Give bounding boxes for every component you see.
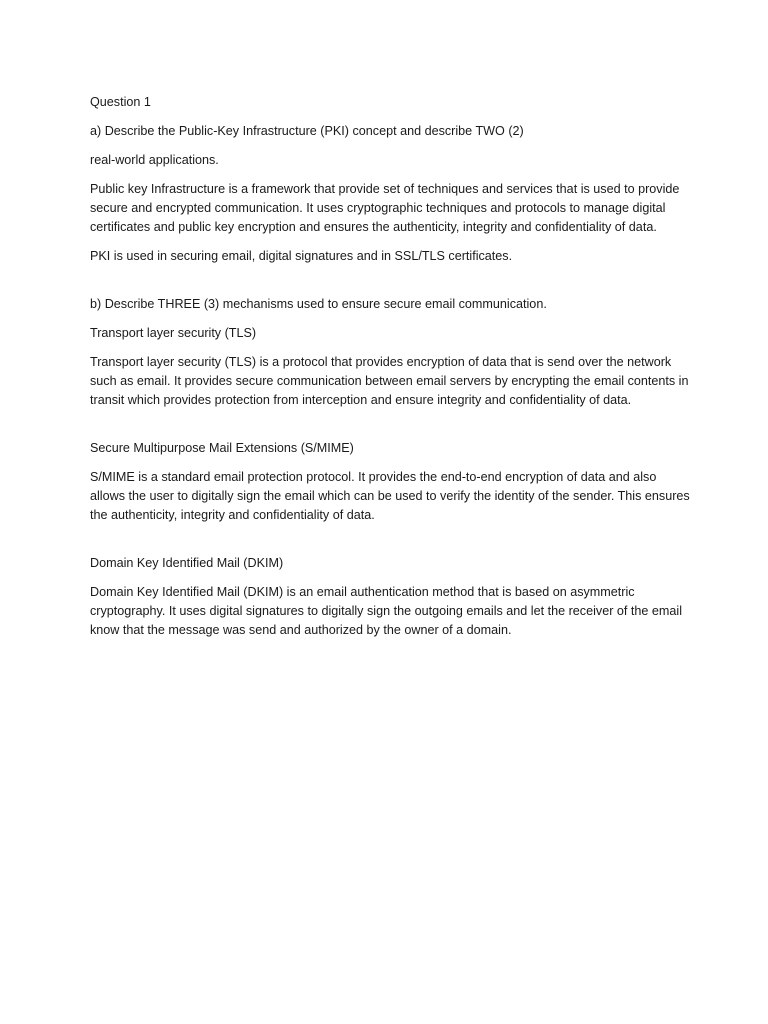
document-body <box>90 93 690 650</box>
part-b-prompt: b) Describe THREE (3) mechanisms used to ensure secure email communication. <box>90 297 547 311</box>
tls-body: Transport layer security (TLS) is a protocol that provides encryption of data that is send over the network such as email. It provides secure communication between email servers by encrypting the email contents in transit which provides protection from interception and ensure integrity and confidentiality of data. <box>90 355 689 407</box>
smime-body: S/MIME is a standard email protection protocol. It provides the end-to-end encryption of data and also allows the user to digitally sign the email which can be used to verify the identity of the sender. This ensures the authenticity, integrity and confidentiality of data. <box>90 470 690 522</box>
smime-heading: Secure Multipurpose Mail Extensions (S/MIME) <box>90 441 354 455</box>
part-a-applications-paragraph: PKI is used in securing email, digital signatures and in SSL/TLS certificates. <box>90 249 513 263</box>
part-a-prompt-line2: real-world applications. <box>90 153 219 167</box>
dkim-heading: Domain Key Identified Mail (DKIM) <box>90 556 284 570</box>
question-heading: Question 1 <box>90 95 151 109</box>
dkim-body: Domain Key Identified Mail (DKIM) is an email authentication method that is based on asymmetric cryptography. It uses digital signatures to digitally sign the outgoing emails and let the receiver of the email know that the message was send and authorized by the owner of a domain. <box>90 585 682 637</box>
part-a-answer-paragraph: Public key Infrastructure is a framework that provide set of techniques and services that is used to provide secure and encrypted communication. It uses cryptographic techniques and protocols to manage digital certificates and public key encryption and ensures the authenticity, integrity and confidentiality of data. <box>90 182 680 234</box>
part-a-prompt-line1: a) Describe the Public-Key Infrastructure (PKI) concept and describe TWO (2) <box>90 124 524 138</box>
tls-heading: Transport layer security (TLS) <box>90 326 257 340</box>
